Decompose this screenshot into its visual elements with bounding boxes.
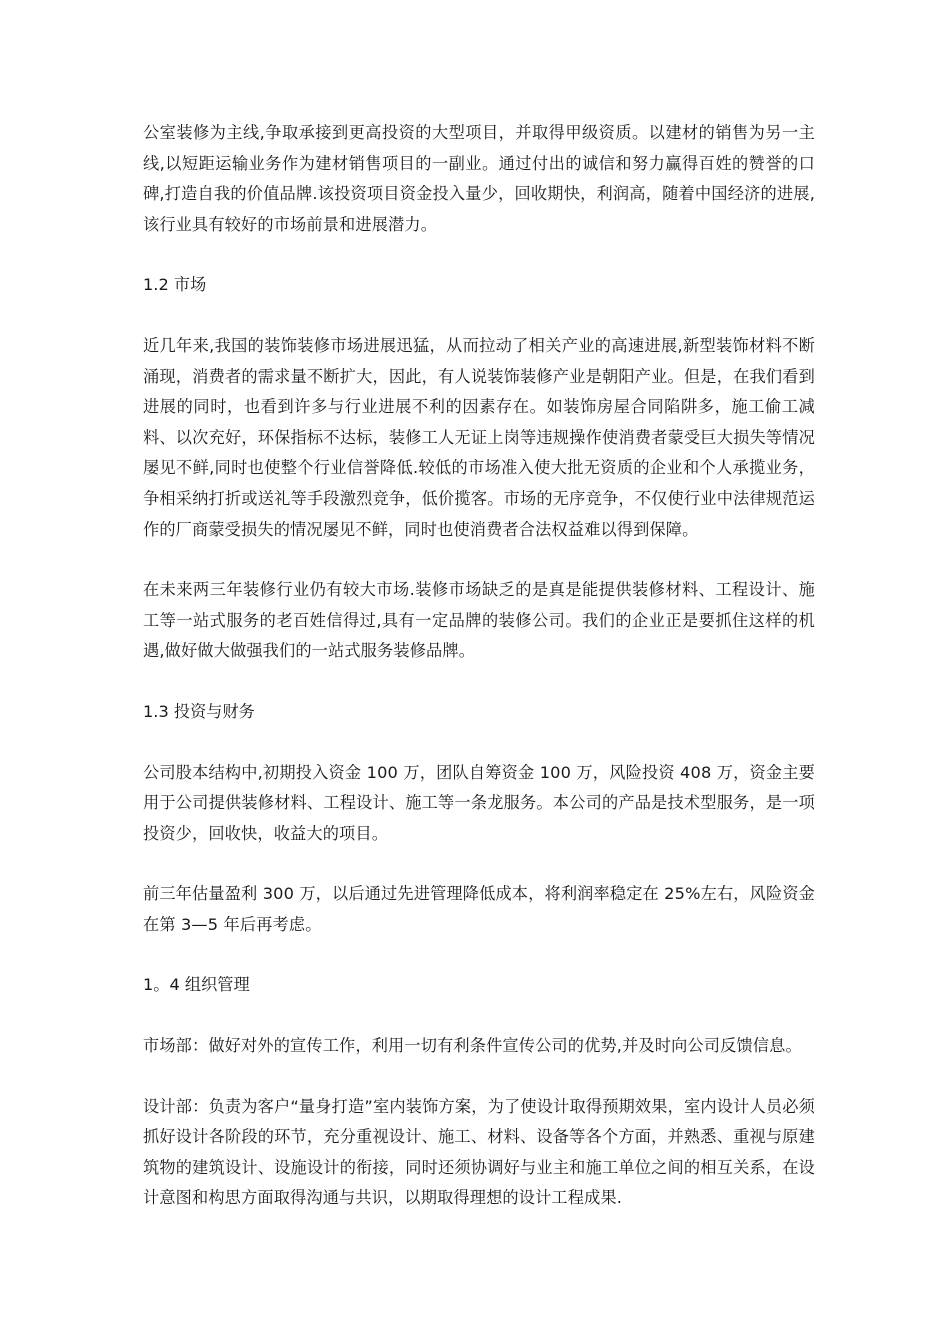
finance-paragraph-1: 公司股本结构中,初期投入资金 100 万，团队自筹资金 100 万，风险投资 408 万，资金主要用于公司提供装修材料、工程设计、施工等一条龙服务。本公司的产品是技术型服务，是一项投资少，回收快，收益大的项目。: [143, 762, 815, 843]
finance-paragraph-2: 前三年估量盈利 300 万，以后通过先进管理降低成本，将利润率稳定在 25%左右，风险资金在第 3—5 年后再考虑。: [143, 884, 815, 934]
section-1-4-heading: 1。4 组织管理: [143, 975, 250, 995]
document-body: [143, 118, 815, 1214]
intro-paragraph: 公室装修为主线,争取承接到更高投资的大型项目，并取得甲级资质。以建材的销售为另一主线,以短距运输业务作为建材销售项目的一副业。通过付出的诚信和努力赢得百姓的赞誉的口碑,打造自我的价值品牌.该投资项目资金投入量少，回收期快，利润高，随着中国经济的进展,该行业具有较好的市场前景和进展潜力。: [143, 123, 815, 234]
market-paragraph-2: 在未来两三年装修行业仍有较大市场.装修市场缺乏的是真是能提供装修材料、工程设计、施工等一站式服务的老百姓信得过,具有一定品牌的装修公司。我们的企业正是要抓住这样的机遇,做好做大做强我们的一站式服务装修品牌。: [143, 580, 815, 661]
marketing-dept-paragraph: 市场部：做好对外的宣传工作，利用一切有利条件宣传公司的优势,并及时向公司反馈信息。: [143, 1036, 802, 1056]
section-1-2-heading: 1.2 市场: [143, 275, 207, 295]
section-1-3-heading: 1.3 投资与财务: [143, 701, 255, 721]
market-paragraph-1: 近几年来,我国的装饰装修市场进展迅猛，从而拉动了相关产业的高速进展,新型装饰材料不断涌现，消费者的需求量不断扩大，因此，有人说装饰装修产业是朝阳产业。但是，在我们看到进展的同时，也看到许多与行业进展不利的因素存在。如装饰房屋合同陷阱多，施工偷工减料、以次充好，环保指标不达标，装修工人无证上岗等违规操作使消费者蒙受巨大损失等情况屡见不鲜,同时也使整个行业信誉降低.较低的市场准入使大批无资质的企业和个人承揽业务，争相采纳打折或送礼等手段激烈竞争，低价揽客。市场的无序竞争，不仅使行业中法律规范运作的厂商蒙受损失的情况屡见不鲜，同时也使消费者合法权益难以得到保障。: [143, 335, 815, 539]
design-dept-paragraph: 设计部：负责为客户“量身打造”室内装饰方案，为了使设计取得预期效果，室内设计人员必须抓好设计各阶段的环节，充分重视设计、施工、材料、设备等各个方面，并熟悉、重视与原建筑物的建筑设计、设施设计的衔接，同时还须协调好与业主和施工单位之间的相互关系，在设计意图和构思方面取得沟通与共识，以期取得理想的设计工程成果.: [143, 1096, 815, 1208]
